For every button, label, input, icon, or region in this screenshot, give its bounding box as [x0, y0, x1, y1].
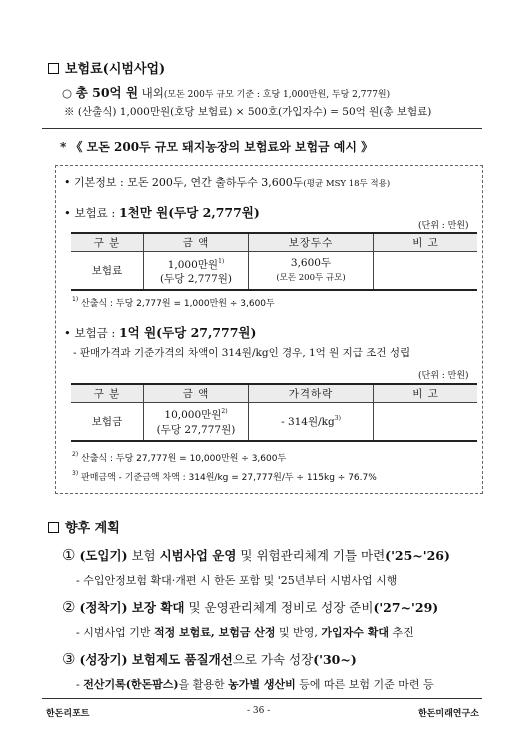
- claim-description: - 판매가격과 기준가격의 차액이 314원/kg인 경우, 1억 원 지급 조건 성립: [73, 347, 411, 359]
- divider: [42, 128, 482, 129]
- table-cell: 보험료: [71, 252, 144, 290]
- table-cell-amount: 10,000만원$^{2)}$ (두당 27,777원): [144, 403, 249, 441]
- table-cell-remark: [374, 403, 478, 441]
- unit-label: (단위 : 만원): [418, 371, 469, 381]
- claim-table: [71, 383, 477, 442]
- table-cell-amount: 1,000만원$^{1)}$ (두당 2,777원): [144, 252, 249, 290]
- table-header-row: [71, 384, 477, 403]
- footnote-3: $^{3)}$ 판매금액 - 기준금액 차액 : 314원/kg = 27,777원/두 ÷ 115kg ÷ 76.7%: [72, 470, 377, 483]
- table-cell-count: 3,600두 (모돈 200두 규모): [249, 252, 374, 290]
- plan-item-1: ① (도입기) 보험 시범사업 운영 및 위험관리체계 기틀 마련('25~'26): [62, 546, 450, 564]
- square-bullet-icon: [48, 522, 59, 533]
- plan-item-2-sub: - 시범사업 기반 적정 보험료, 보험금 산정 및 반영, 가입자수 확대 추진: [76, 626, 414, 639]
- claim-line: • 보험금 : 1억 원(두당 27,777원): [64, 325, 257, 340]
- section-title-plan: 향후 계획: [48, 517, 120, 536]
- table-header-cell: 비 고: [374, 384, 478, 403]
- premium-table: [71, 232, 477, 291]
- table-header-cell: 보장두수: [249, 233, 374, 252]
- table-row: [71, 403, 477, 441]
- example-title: * 《 모돈 200두 규모 돼지농장의 보험료와 보험금 예시 》: [60, 140, 374, 154]
- premium-line: • 보험료 : 1천만 원(두당 2,777원): [64, 205, 260, 220]
- table-header-row: [71, 233, 477, 252]
- table-header-cell: 구 분: [71, 384, 144, 403]
- footer-right: 한돈미래연구소: [418, 709, 479, 719]
- premium-total-line: ○ 총 50억 원 내외(모돈 200두 규모 기준 : 호당 1,000만원, 두당 2,777원): [62, 85, 391, 100]
- table-cell: 보험금: [71, 403, 144, 441]
- table-header-cell: 구 분: [71, 233, 144, 252]
- footer-divider: [42, 698, 482, 699]
- table-header-cell: 금 액: [144, 233, 249, 252]
- basic-info-line: • 기본정보 : 모돈 200두, 연간 출하두수 3,600두(평균 MSY 18두 적용): [64, 176, 391, 189]
- unit-label: (단위 : 만원): [418, 221, 469, 231]
- footer-left: 한돈리포트: [46, 709, 90, 719]
- table-cell-remark: [374, 252, 478, 290]
- premium-formula-line: ※ (산출식) 1,000만원(호당 보험료) × 500호(가입자수) = 50억 원(총 보험료): [64, 106, 432, 118]
- section-title-premium: 보험료(시범사업): [48, 58, 165, 77]
- table-header-cell: 가격하락: [249, 384, 374, 403]
- table-cell-drop: - 314원$/kg^{3)}$: [249, 403, 374, 441]
- footnote-1: $^{1)}$ 산출식 : 두당 2,777원 = 1,000만원 ÷ 3,600두: [72, 296, 275, 309]
- footnote-2: $^{2)}$ 산출식 : 두당 27,777원 = 10,000만원 ÷ 3,600두: [72, 451, 287, 464]
- plan-item-3-sub: - 전산기록(한돈팜스)을 활용한 농가별 생산비 등에 따른 보험 기준 마련 등: [76, 678, 434, 691]
- table-header-cell: 금 액: [144, 384, 249, 403]
- square-bullet-icon: [48, 63, 59, 74]
- plan-item-3: ③ (성장기) 보험제도 품질개선으로 가속 성장('30~): [62, 650, 357, 668]
- plan-item-2: ② (정착기) 보장 확대 및 운영관리체계 정비로 성장 준비('27~'29): [62, 598, 439, 616]
- plan-item-1-sub: - 수입안정보험 확대·개편 시 한돈 포함 및 '25년부터 시범사업 시행: [76, 574, 398, 587]
- table-header-cell: 비 고: [374, 233, 478, 252]
- table-row: [71, 252, 477, 290]
- page-number: - 36 -: [247, 706, 271, 716]
